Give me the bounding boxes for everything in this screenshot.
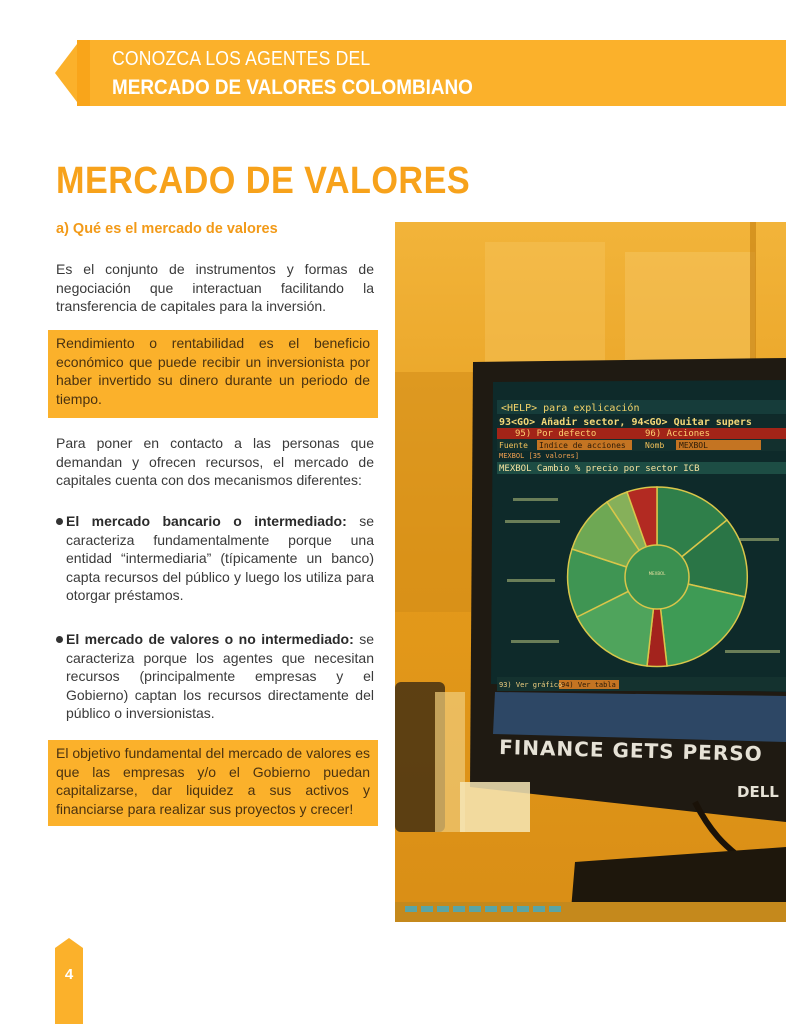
banner-arrow: [55, 44, 77, 102]
bullet-lead: El mercado bancario o intermediado:: [66, 513, 347, 529]
highlight-text-objetivo: El objetivo fundamental del mercado de valores es que las empresas y/o el Gobierno puedan capitalizarse, dar liquidez a sus activos y financiarse para realizar sus proyectos y crecer!: [56, 745, 370, 817]
bullet-dot: [56, 636, 63, 643]
screen-nomb-value: MEXBOL: [679, 441, 708, 450]
screen-line-1: <HELP> para explicación: [501, 403, 640, 414]
bullet-text: se caracteriza porque los agentes que necesitan recursos (principalmente empresas y el Gobierno) captan los recursos directamente del público o inversionistas.: [66, 631, 374, 721]
paragraph-definition: Es el conjunto de instrumentos y formas de negociación que interactuan facilitando la transferencia de capitales para la inversión.: [56, 261, 374, 314]
trading-monitor-photo: [395, 222, 786, 922]
header-line-2: MERCADO DE VALORES COLOMBIANO: [112, 76, 473, 99]
bullet-dot: [56, 518, 63, 525]
screen-line-3b: 96) Acciones: [645, 429, 711, 439]
screen-line-5: MEXBOL [35 valores]: [499, 452, 580, 460]
highlight-box-rendimiento: [48, 330, 378, 418]
bullet-item-bancario: [56, 512, 374, 605]
monitor-brand: DELL: [737, 783, 779, 801]
screen-nomb-label: Nomb: [645, 441, 665, 450]
page-title: MERCADO DE VALORES: [56, 160, 471, 202]
page-number-tab: [55, 948, 83, 1024]
paragraph-mechanisms: Para poner en contacto a las personas que demandan y ofrecen recursos, el mercado de capitales cuenta con dos mecanismos diferentes:: [56, 435, 374, 488]
bullet-item-valores: [56, 630, 374, 723]
banner-notch: [77, 40, 90, 106]
screen-line-3a: 95) Por defecto: [515, 429, 597, 439]
header-line-1: CONOZCA LOS AGENTES DEL: [112, 48, 371, 70]
sunburst-chart: [567, 487, 747, 667]
monitor-illustration: [395, 222, 786, 922]
bullet-lead: El mercado de valores o no intermediado:: [66, 631, 354, 647]
svg-text:MEXBOL: MEXBOL: [648, 571, 666, 576]
screen-line-2: 93<GO> Añadir sector, 94<GO> Quitar supers: [499, 417, 752, 428]
monitor-slogan: FINANCE GETS PERSO: [498, 735, 763, 766]
screen-line-6: MEXBOL Cambio % precio por sector ICB: [499, 464, 700, 474]
bullet-text: se caracteriza fundamentalmente porque una entidad “intermediaria” (típicamente un banco) capta recursos del público y luego los utiliza para otorgar préstamos.: [66, 513, 374, 603]
page-number-tip: [55, 938, 83, 948]
highlight-box-objetivo: [48, 740, 378, 826]
highlight-text-rendimiento: Rendimiento o rentabilidad es el beneficio económico que puede recibir un inversionista por haber invertido su dinero durante un periodo de tiempo.: [56, 335, 370, 407]
section-subtitle: a) Qué es el mercado de valores: [56, 221, 278, 237]
screen-footer-button: 94) Ver tabla: [561, 681, 616, 689]
screen-fuente-label: Fuente: [499, 441, 528, 450]
screen-fuente-value: Indice de acciones: [539, 441, 626, 450]
screen-footer: 93) Ver gráfico: [499, 681, 563, 689]
page-number: 4: [64, 966, 74, 983]
